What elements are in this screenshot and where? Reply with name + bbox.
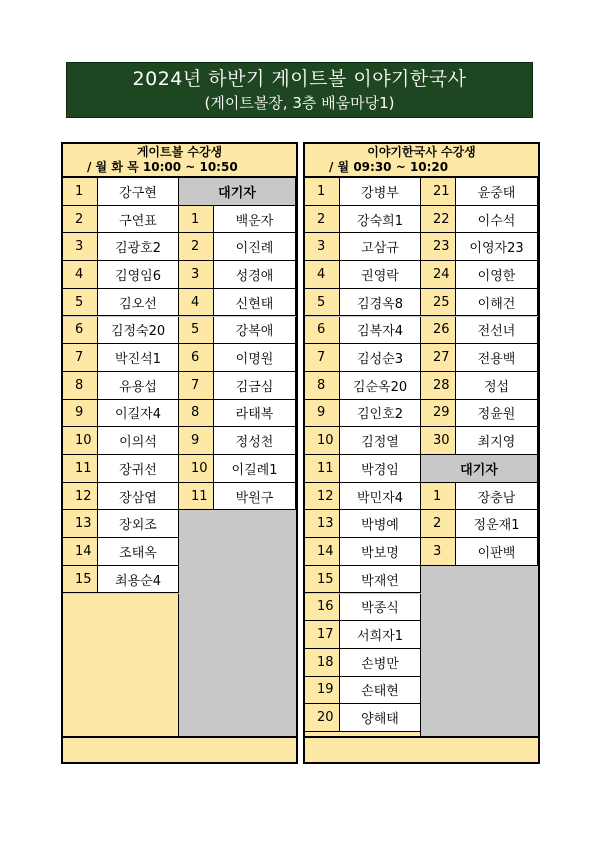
- history-footer: [305, 736, 538, 762]
- gateball-waitlist-name: 이길례1: [214, 455, 296, 483]
- history-student-name: 최지영: [456, 427, 538, 455]
- history-student-number: 13: [305, 510, 340, 538]
- history-student-name: 정섭: [456, 372, 538, 400]
- history-student-name: 윤중태: [456, 178, 538, 206]
- gateball-empty-area: [63, 594, 179, 737]
- gateball-header: [63, 144, 296, 178]
- history-student-number: 25: [421, 289, 456, 317]
- gateball-waitlist-name: 성경애: [214, 261, 296, 289]
- history-student-number: 30: [421, 427, 456, 455]
- history-waitlist-number: 1: [421, 483, 456, 511]
- history-student-number: 21: [421, 178, 456, 206]
- history-student-name: 박민자4: [340, 483, 421, 511]
- gateball-student-number: 1: [63, 178, 98, 206]
- history-student-name: 이영자23: [456, 233, 538, 261]
- gateball-student-name: 김정숙20: [98, 317, 179, 345]
- history-student-name: 김순옥20: [340, 372, 421, 400]
- gateball-waitlist-name: 이진례: [214, 233, 296, 261]
- gateball-student-name: 김영임6: [98, 261, 179, 289]
- history-student-number: 15: [305, 566, 340, 594]
- history-waitlist-header: 대기자: [421, 455, 538, 483]
- history-student-number: 12: [305, 483, 340, 511]
- gateball-student-name: 장귀선: [98, 455, 179, 483]
- gateball-student-name: 박진석1: [98, 344, 179, 372]
- history-empty-area: [305, 732, 421, 736]
- history-student-number: 14: [305, 538, 340, 566]
- gateball-student-number: 7: [63, 344, 98, 372]
- gateball-waitlist-header: 대기자: [179, 178, 296, 206]
- gateball-waitlist-empty-area: [179, 510, 296, 736]
- gateball-waitlist-name: 김금심: [214, 372, 296, 400]
- gateball-waitlist-number: 4: [179, 289, 214, 317]
- history-student-name: 박종식: [340, 594, 421, 622]
- history-student-name: 이영한: [456, 261, 538, 289]
- gateball-student-name: 구연표: [98, 206, 179, 234]
- gateball-waitlist-name: 박원구: [214, 483, 296, 511]
- gateball-student-name: 장외조: [98, 510, 179, 538]
- gateball-student-number: 6: [63, 317, 98, 345]
- history-student-name: 박병예: [340, 510, 421, 538]
- gateball-waitlist-number: 6: [179, 344, 214, 372]
- history-student-name: 김경옥8: [340, 289, 421, 317]
- gateball-student-name: 최용순4: [98, 566, 179, 594]
- history-student-name: 김인호2: [340, 400, 421, 428]
- history-student-number: 11: [305, 455, 340, 483]
- gateball-waitlist-number: 11: [179, 483, 214, 511]
- history-student-name: 이해건: [456, 289, 538, 317]
- gateball-student-number: 3: [63, 233, 98, 261]
- gateball-waitlist-name: 정성천: [214, 427, 296, 455]
- gateball-waitlist-name: 이명원: [214, 344, 296, 372]
- history-waitlist-empty-area: [421, 566, 538, 736]
- history-student-name: 김복자4: [340, 317, 421, 345]
- history-student-name: 김정열: [340, 427, 421, 455]
- history-student-number: 2: [305, 206, 340, 234]
- gateball-waitlist-number: 1: [179, 206, 214, 234]
- gateball-student-number: 12: [63, 483, 98, 511]
- gateball-student-number: 15: [63, 566, 98, 594]
- history-waitlist-name: 이판백: [456, 538, 538, 566]
- history-waitlist-name: 정운재1: [456, 510, 538, 538]
- history-student-name: 강병부: [340, 178, 421, 206]
- history-student-name: 고삼규: [340, 233, 421, 261]
- gateball-waitlist-number: 9: [179, 427, 214, 455]
- history-student-name: 손병만: [340, 649, 421, 677]
- gateball-student-name: 이의석: [98, 427, 179, 455]
- history-waitlist-number: 2: [421, 510, 456, 538]
- gateball-student-number: 14: [63, 538, 98, 566]
- gateball-student-number: 13: [63, 510, 98, 538]
- history-student-number: 10: [305, 427, 340, 455]
- history-student-number: 3: [305, 233, 340, 261]
- gateball-student-name: 조태옥: [98, 538, 179, 566]
- gateball-student-name: 이길자4: [98, 400, 179, 428]
- gateball-header-title: 게이트볼 수강생: [136, 145, 223, 159]
- history-student-name: 박보명: [340, 538, 421, 566]
- history-student-number: 4: [305, 261, 340, 289]
- banner-subtitle: (게이트볼장, 3층 배움마당1): [204, 94, 395, 112]
- history-student-number: 8: [305, 372, 340, 400]
- gateball-student-number: 11: [63, 455, 98, 483]
- gateball-waitlist-number: 10: [179, 455, 214, 483]
- history-student-number: 1: [305, 178, 340, 206]
- history-student-name: 박재연: [340, 566, 421, 594]
- banner-title: 2024년 하반기 게이트볼 이야기한국사: [132, 68, 467, 90]
- gateball-header-schedule: / 월 화 목 10:00 ~ 10:50: [87, 160, 238, 174]
- history-student-name: 김성순3: [340, 344, 421, 372]
- history-student-name: 서희자1: [340, 621, 421, 649]
- history-student-name: 정윤원: [456, 400, 538, 428]
- history-header-schedule: / 월 09:30 ~ 10:20: [329, 160, 449, 174]
- gateball-waitlist-number: 8: [179, 400, 214, 428]
- history-student-number: 24: [421, 261, 456, 289]
- history-student-name: 전선녀: [456, 317, 538, 345]
- history-header: [305, 144, 538, 178]
- history-student-number: 27: [421, 344, 456, 372]
- history-student-number: 29: [421, 400, 456, 428]
- history-waitlist-number: 3: [421, 538, 456, 566]
- gateball-waitlist-number: 3: [179, 261, 214, 289]
- gateball-waitlist-name: 라태복: [214, 400, 296, 428]
- history-header-title: 이야기한국사 수강생: [367, 145, 476, 159]
- history-student-name: 박경임: [340, 455, 421, 483]
- gateball-student-number: 8: [63, 372, 98, 400]
- history-student-number: 5: [305, 289, 340, 317]
- gateball-student-name: 김광호2: [98, 233, 179, 261]
- history-student-number: 6: [305, 317, 340, 345]
- gateball-student-number: 5: [63, 289, 98, 317]
- gateball-student-number: 9: [63, 400, 98, 428]
- history-student-number: 19: [305, 677, 340, 705]
- history-student-name: 전용백: [456, 344, 538, 372]
- history-roster-table: [303, 142, 540, 764]
- history-student-number: 16: [305, 594, 340, 622]
- gateball-student-number: 2: [63, 206, 98, 234]
- history-student-number: 17: [305, 621, 340, 649]
- history-student-number: 20: [305, 704, 340, 732]
- gateball-waitlist-number: 7: [179, 372, 214, 400]
- history-student-number: 7: [305, 344, 340, 372]
- gateball-waitlist-number: 5: [179, 317, 214, 345]
- gateball-student-number: 10: [63, 427, 98, 455]
- gateball-roster-table: [61, 142, 298, 764]
- gateball-student-name: 김오선: [98, 289, 179, 317]
- history-waitlist-name: 장충남: [456, 483, 538, 511]
- history-student-name: 강숙희1: [340, 206, 421, 234]
- gateball-student-name: 강구현: [98, 178, 179, 206]
- gateball-student-name: 장삼엽: [98, 483, 179, 511]
- gateball-student-name: 유용섭: [98, 372, 179, 400]
- gateball-waitlist-number: 2: [179, 233, 214, 261]
- history-student-number: 28: [421, 372, 456, 400]
- history-student-name: 양해태: [340, 704, 421, 732]
- gateball-student-number: 4: [63, 261, 98, 289]
- history-student-name: 손태현: [340, 677, 421, 705]
- history-student-name: 이수석: [456, 206, 538, 234]
- history-student-number: 26: [421, 317, 456, 345]
- gateball-waitlist-name: 강복애: [214, 317, 296, 345]
- history-student-number: 9: [305, 400, 340, 428]
- gateball-waitlist-name: 신현태: [214, 289, 296, 317]
- history-student-number: 23: [421, 233, 456, 261]
- history-student-number: 18: [305, 649, 340, 677]
- history-student-number: 22: [421, 206, 456, 234]
- title-banner: [66, 62, 533, 118]
- gateball-footer: [63, 736, 296, 762]
- history-student-name: 권영락: [340, 261, 421, 289]
- gateball-waitlist-name: 백운자: [214, 206, 296, 234]
